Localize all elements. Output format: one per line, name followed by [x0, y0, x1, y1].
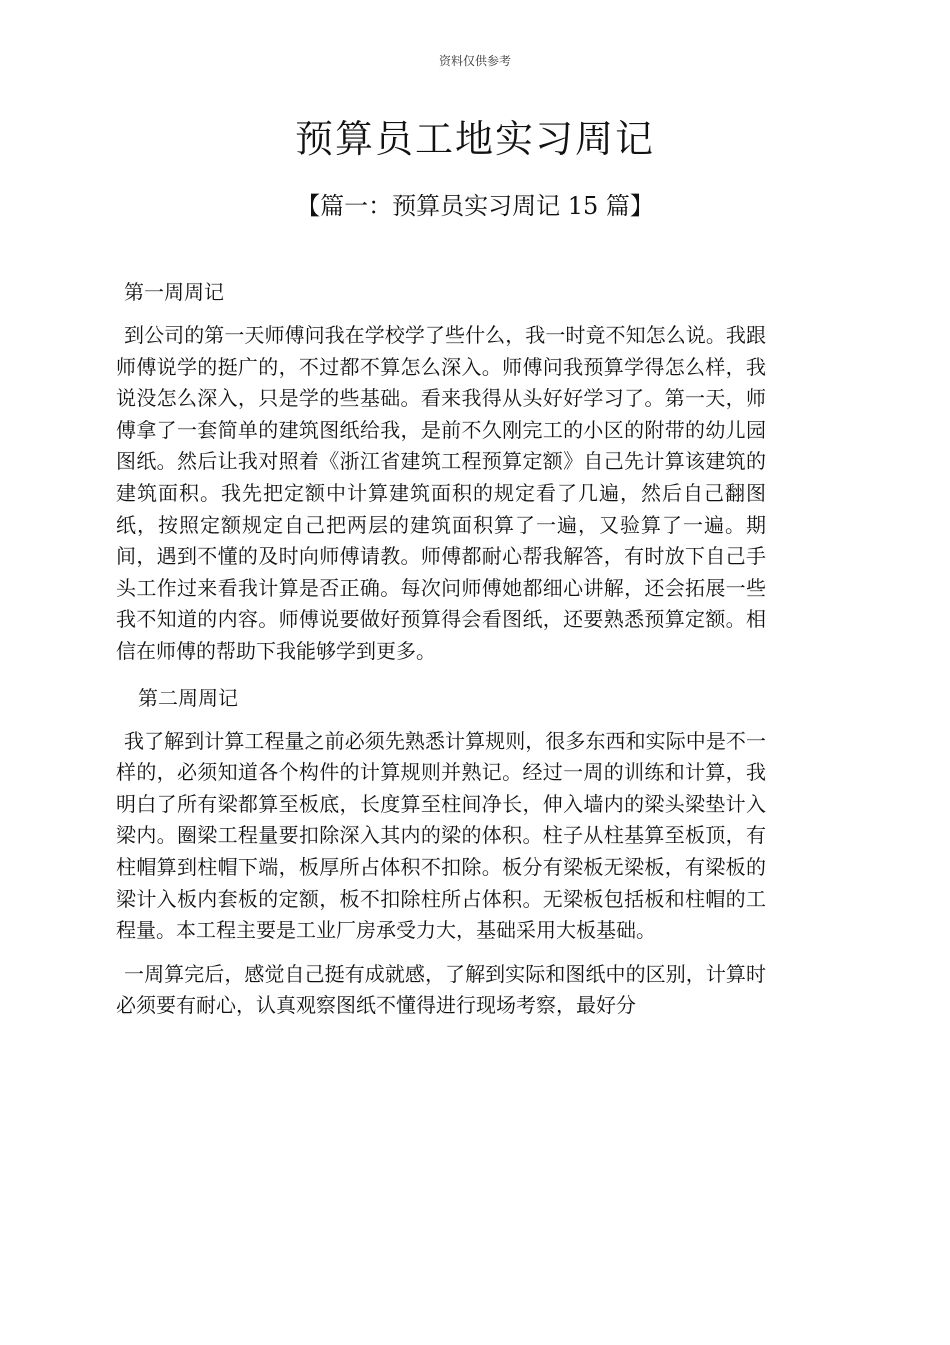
paragraph-week-2-b: 一周算完后，感觉自己挺有成就感，了解到实际和图纸中的区别，计算时必须要有耐心，认真观察图纸不懂得进行现场考察，最好分 [116, 961, 766, 1018]
document-body [116, 276, 766, 1022]
document-subtitle: 【篇一：预算员实习周记 15 篇】 [296, 192, 654, 220]
document-title: 预算员工地实习周记 [294, 117, 655, 161]
paragraph-week-1: 到公司的第一天师傅问我在学校学了些什么，我一时竟不知怎么说。我跟师傅说学的挺广的，不过都不算怎么深入。师傅问我预算学得怎么样，我说没怎么深入，只是学的些基础。看来我得从头好好学习了。第一天，师傅拿了一套简单的建筑图纸给我，是前不久刚完工的小区的附带的幼儿园图纸。然后让我对照着《浙江省建筑工程预算定额》自己先计算该建筑的建筑面积。我先把定额中计算建筑面积的规定看了几遍，然后自己翻图纸，按照定额规定自己把两层的建筑面积算了一遍，又验算了一遍。期间，遇到不懂的及时向师傅请教。师傅都耐心帮我解答，有时放下自己手头工作过来看我计算是否正确。每次问师傅她都细心讲解，还会拓展一些我不知道的内容。师傅说要做好预算得会看图纸，还要熟悉预算定额。相信在师傅的帮助下我能够学到更多。 [116, 323, 766, 663]
header-note: 资料仅供参考 [438, 54, 511, 68]
section-heading-week-2: 第二周周记 [138, 685, 238, 710]
paragraph-week-2-a: 我了解到计算工程量之前必须先熟悉计算规则，很多东西和实际中是不一样的，必须知道各个构件的计算规则并熟记。经过一周的训练和计算，我明白了所有梁都算至板底，长度算至柱间净长，伸入墙内的梁头梁垫计入梁内。圈梁工程量要扣除深入其内的梁的体积。柱子从柱基算至板顶，有柱帽算到柱帽下端，板厚所占体积不扣除。板分有梁板无梁板，有梁板的梁计入板内套板的定额，板不扣除柱所占体积。无梁板包括板和柱帽的工程量。本工程主要是工业厂房承受力大，基础采用大板基础。 [116, 728, 766, 943]
section-heading-week-1: 第一周周记 [124, 280, 224, 304]
